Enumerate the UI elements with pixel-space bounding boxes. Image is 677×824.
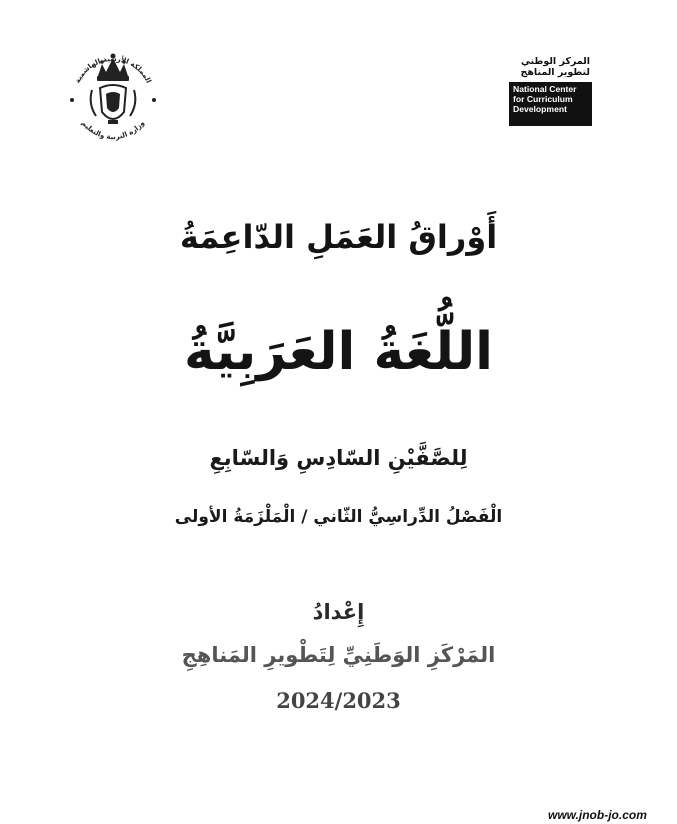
grades-subtitle: لِلصَّفَّيْنِ السّادِسِ وَالسّابِعِ bbox=[209, 446, 468, 470]
watermark-url: www.jnob-jo.com bbox=[548, 808, 647, 822]
nccd-english-line-3: Development bbox=[513, 104, 567, 114]
nccd-arabic-name bbox=[509, 56, 592, 81]
nccd-arabic-line-1: المركز الوطني bbox=[520, 56, 590, 67]
prepared-label: إِعْدادُ bbox=[312, 600, 365, 624]
main-heading: أَوْراقُ العَمَلِ الدّاعِمَةُ bbox=[179, 218, 498, 256]
subject-title: اللُّغَةُ العَرَبِيَّةُ bbox=[184, 322, 493, 382]
ministry-text-bottom: وزارة التربية والتعليم bbox=[79, 119, 147, 142]
nccd-english-box bbox=[509, 82, 592, 126]
ministry-logo bbox=[62, 42, 164, 146]
nccd-arabic-line-2: لتطوير المناهج bbox=[520, 67, 590, 78]
nccd-logo bbox=[509, 56, 592, 126]
ministry-text-top: المملكة الأردنية الهاشمية bbox=[73, 54, 153, 85]
prepared-by: المَرْكَزِ الوَطَنِيِّ لِتَطْويرِ المَناهِجِ bbox=[181, 643, 496, 667]
nccd-english-line-1: National Center bbox=[513, 84, 577, 94]
nccd-english-line-2: for Curriculum bbox=[513, 94, 573, 104]
jordan-crown-emblem-icon bbox=[62, 42, 164, 146]
semester-line: الْفَصْلُ الدِّراسِيُّ الثّاني / الْمَلْزَمَةُ الأولى bbox=[174, 507, 503, 527]
academic-year: 2024/2023 bbox=[276, 688, 401, 713]
